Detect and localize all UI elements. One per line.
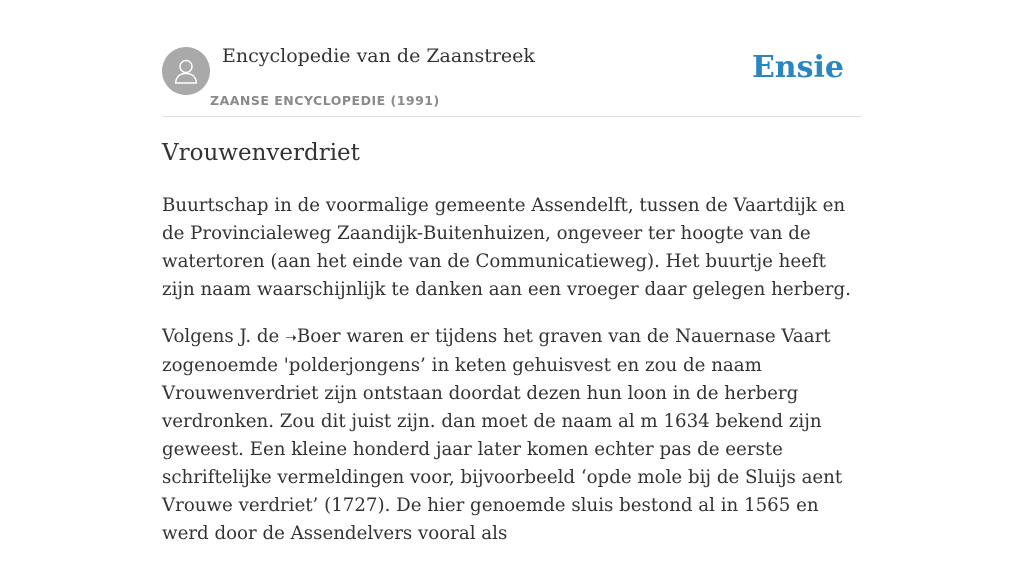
cross-reference-arrow-icon: ➝ bbox=[285, 330, 297, 346]
article-body bbox=[162, 192, 862, 567]
user-icon bbox=[171, 56, 201, 86]
brand-logo[interactable]: Ensie bbox=[751, 50, 844, 85]
avatar[interactable] bbox=[162, 47, 210, 95]
site-title[interactable]: Encyclopedie van de Zaanstreek bbox=[222, 45, 535, 67]
cross-reference-link[interactable]: Boer bbox=[296, 326, 341, 347]
paragraph-text: Volgens J. de bbox=[162, 326, 286, 347]
paragraph-text: waren er tijdens het graven van de Nauernase Vaart zogenoemde 'polderjongens’ in keten gehuisvest en zou de naam Vrouwenverdriet zijn ontstaan doordat dezen hun loon in de herberg verdronken. Zou dit juist zijn. dan moet de naam al m 1634 bekend zijn geweest. Een kleine honderd jaar later komen echter pas de eerste schriftelijke vermeldingen voor, bijvoorbeeld ‘opde mole bij de Sluijs aent Vrouwe verdriet’ (1727). De hier genoemde sluis bestond al in 1565 en werd door de Assendelvers vooral als bbox=[162, 326, 843, 544]
page bbox=[162, 0, 862, 544]
article-paragraph: Buurtschap in de voormalige gemeente Assendelft, tussen de Vaartdijk en de Provincialeweg Zaandijk-Buitenhuizen, ongeveer ter hoogte van de watertoren (aan het einde van de Communicatieweg). Het buurtje heeft zijn naam waarschijnlijk te danken aan een vroeger daar gelegen herberg. bbox=[162, 195, 851, 300]
article-title: Vrouwenverdriet bbox=[162, 140, 360, 166]
article-paragraph bbox=[162, 323, 862, 548]
site-subtitle[interactable]: ZAANSE ENCYCLOPEDIE (1991) bbox=[210, 93, 440, 108]
site-header bbox=[162, 0, 862, 117]
